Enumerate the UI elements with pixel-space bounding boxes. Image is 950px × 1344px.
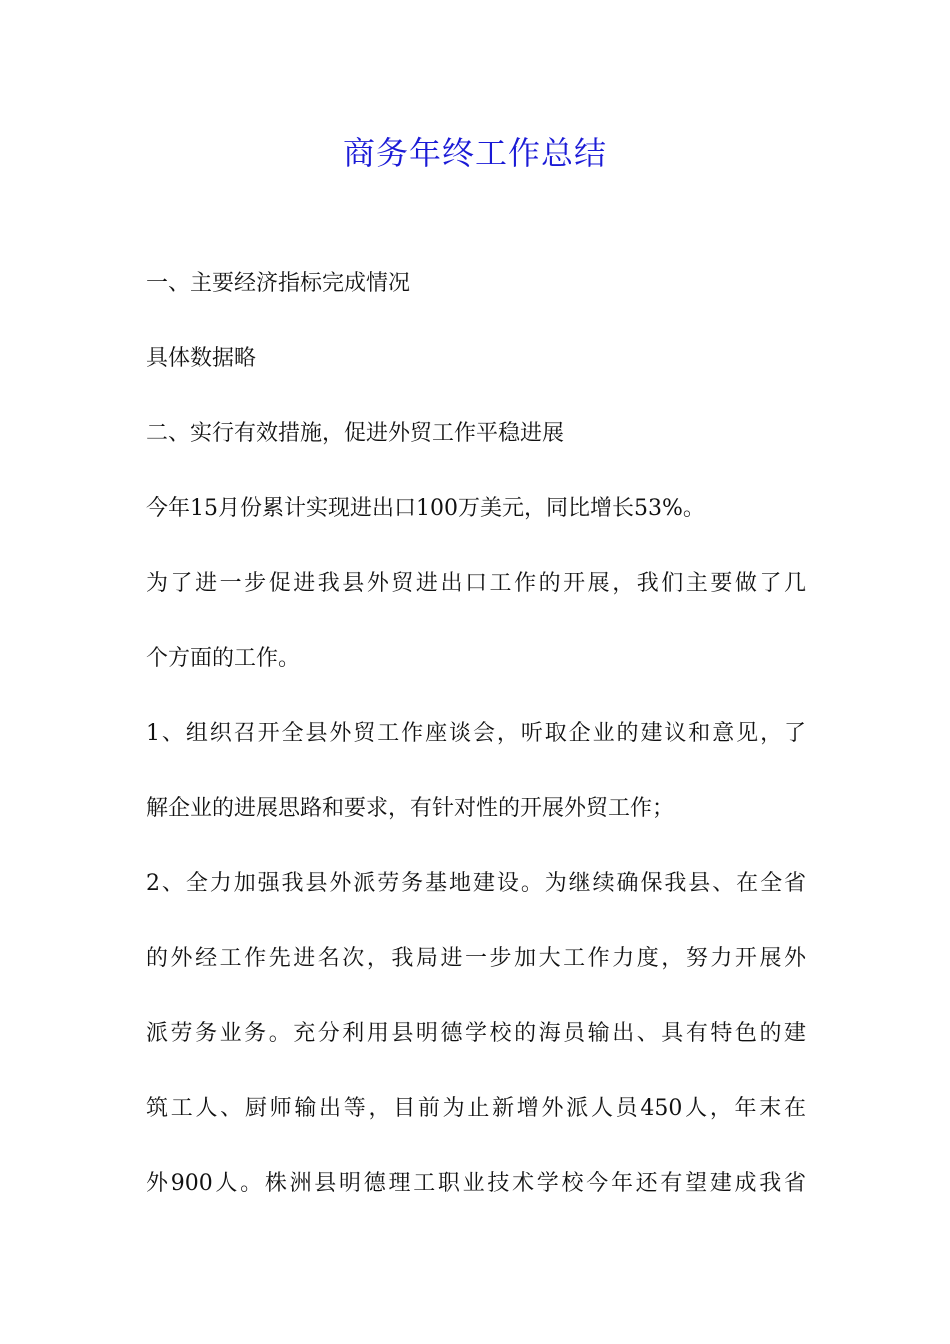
document-title: 商务年终工作总结 [342,134,607,172]
paragraph-line: 个方面的工作。 [146,646,301,671]
list-item-2-line: 筑工人、厨师输出等，目前为止新增外派人员450人，年末在 [146,1096,806,1121]
list-item-1-line: 1、组织召开全县外贸工作座谈会，听取企业的建议和意见，了 [146,721,806,746]
list-item-2-line: 外900人。株洲县明德理工职业技术学校今年还有望建成我省 [146,1171,806,1196]
list-item-1-line: 解企业的进展思路和要求，有针对性的开展外贸工作； [146,796,675,821]
section-heading-1: 一、主要经济指标完成情况 [146,271,411,296]
paragraph-line: 今年15月份累计实现进出口100万美元，同比增长53%。 [146,496,705,521]
list-item-2-line: 派劳务业务。充分利用县明德学校的海员输出、具有特色的建 [146,1021,806,1046]
list-item-2-line: 的外经工作先进名次，我局进一步加大工作力度，努力开展外 [146,946,806,971]
paragraph-line: 具体数据略 [146,346,257,371]
list-item-2-line: 2、全力加强我县外派劳务基地建设。为继续确保我县、在全省 [146,871,806,896]
section-heading-2: 二、实行有效措施，促进外贸工作平稳进展 [146,421,565,446]
paragraph-line: 为了进一步促进我县外贸进出口工作的开展，我们主要做了几 [146,571,806,596]
